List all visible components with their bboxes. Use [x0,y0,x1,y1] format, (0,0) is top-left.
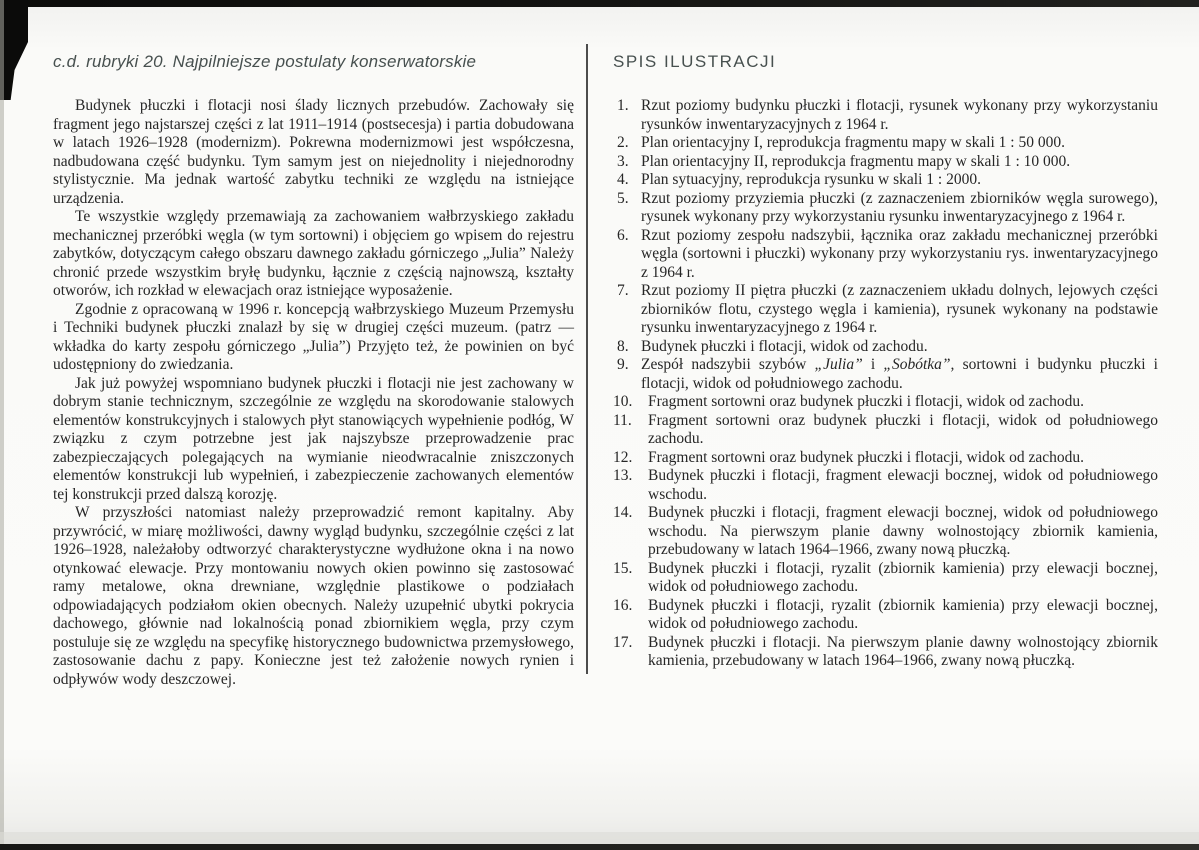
scan-edge-left [0,0,4,850]
item-text: Budynek płuczki i flotacji, ryzalit (zbiornik kamienia) przy elewacji bocznej, widok od południowego zachodu. [648,596,1158,632]
list-item [613,449,1158,468]
item-text: Budynek płuczki i flotacji, ryzalit (zbiornik kamienia) przy elewacji bocznej, widok od południowego zachodu. [648,559,1158,595]
list-item [613,393,1158,412]
item-number: 3. [617,152,629,170]
list-item [613,282,1158,338]
paragraph: Zgodnie z opracowaną w 1996 r. koncepcją wałbrzyskiego Muzeum Przemysłu i Techniki budynek płuczki znalazł by się w drugiej części muzeum. (patrz — wkładka do karty zespołu górniczego „Julia”) Przyjęto też, że powinien on być udostępniony do zwiedzania. [53,300,574,373]
item-number: 15. [613,559,633,577]
list-item [613,227,1158,283]
illustration-list [613,97,1158,671]
scan-corner-artifact [0,0,28,100]
item-text: Fragment sortowni oraz budynek płuczki i flotacji, widok od zachodu. [648,448,1085,466]
list-item [613,356,1158,393]
item-number: 4. [617,171,629,188]
list-item [613,504,1158,560]
item-number: 7. [617,282,629,299]
item-text: Budynek płuczki i flotacji, fragment elewacji bocznej, widok od południowego wschodu. Na pierwszym planie dawny wolnostojący zbiornik kamienia, przebudowany w latach 1964–1966, zwany nową płuczką. [648,504,1158,558]
item-text: Plan orientacyjny II, reprodukcja fragmentu mapy w skali 1 : 10 000. [641,152,1071,170]
item-text: Rzut poziomy zespołu nadszybii, łącznika oraz zakładu mechanicznej przeróbki węgla (sortowni i płuczki) wykonany przy wykorzystaniu rys. inwentaryzacyjnego z 1964 r. [641,226,1158,281]
item-text: Budynek płuczki i flotacji, fragment elewacji bocznej, widok od południowego wschodu. [648,467,1158,503]
list-item [613,597,1158,634]
section-heading: c.d. rubryki 20. Najpilniejsze postulaty konserwatorskie [53,52,477,71]
list-item [613,467,1158,504]
item-text: Rzut poziomy budynku płuczki i flotacji, rysunek wykonany przy wykorzystaniu rysunków inwentaryzacyjnych z 1964 r. [641,97,1158,133]
item-number: 16. [613,596,633,614]
scan-edge-bottom [0,844,1199,850]
list-item [613,412,1158,449]
item-text: Zespół nadszybii szybów „Julia” i „Sobótka”, sortowni i budynku płuczki i flotacji, widok od południowego zachodu. [641,356,1158,392]
item-text: Fragment sortowni oraz budynek płuczki i flotacji, widok od zachodu. [648,393,1085,410]
item-number: 2. [617,134,629,151]
item-text: Fragment sortowni oraz budynek płuczki i flotacji, widok od południowego zachodu. [648,411,1158,447]
item-number: 5. [617,189,629,207]
left-column [53,52,574,689]
list-item [613,634,1158,671]
item-number: 6. [617,226,629,244]
body-paragraphs [53,97,574,689]
paragraph: Jak już powyżej wspomniano budynek płuczki i flotacji nie jest zachowany w dobrym stanie technicznym, szczególnie ze względu na skorodowanie stalowych elementów konstrukcyjnych i stalowych płyt stanowiących wypełnienie podłóg, W związku z czym potrzebne jest jak najszybsze przeprowadzenie prac zabezpieczających polegających na wymianie nieodwracalnie zniszczonych elementów konstrukcji lub wypełnień, i zabezpieczenie zachowanych elementów tej konstrukcji przed dalszą korozję. [53,374,574,503]
list-item [613,338,1158,357]
item-text: Plan sytuacyjny, reprodukcja rysunku w skali 1 : 2000. [641,171,981,188]
item-number: 9. [617,356,629,373]
list-item [613,171,1158,190]
item-number: 10. [613,393,633,410]
column-divider [586,44,588,674]
item-number: 11. [613,411,632,429]
list-item [613,190,1158,227]
paragraph: W przyszłości natomiast należy przeprowadzić remont kapitalny. Aby przywrócić, w miarę możliwości, dawny wygląd budynku, szczególnie części z lat 1926–1928, należałoby odtworzyć charakterystyczne wydłużone okna i na nowo otynkować elewacje. Przy montowaniu nowych okien powinno się zastosować ramy metalowe, okna drewniane, względnie plastikowe o podziałach odpowiadających podziałom okien obecnych. Należy uzupełnić ubytki pokrycia dachowego, głównie nad lokalnością ponad zbiornikiem węgla, przy czym postuluje się ze względu na specyfikę historycznego budownictwa przemysłowego, zastosowanie dachu z papy. Konieczne jest też założenie nowych rynien i odpływów wody deszczowej. [53,504,574,688]
item-number: 12. [613,448,633,466]
item-text: Budynek płuczki i flotacji. Na pierwszym planie dawny wolnostojący zbiornik kamienia, przebudowany w latach 1964–1966, zwany nową płuczką. [648,633,1158,669]
item-number: 14. [613,504,633,521]
list-item [613,97,1158,134]
item-number: 8. [617,337,629,355]
item-number: 1. [617,97,629,114]
item-number: 13. [613,467,633,484]
scan-edge-top [0,0,1199,7]
list-item [613,560,1158,597]
scan-band-bottom [0,832,1199,844]
illustrations-heading: SPIS ILUSTRACJI [613,52,777,71]
paragraph: Te wszystkie względy przemawiają za zachowaniem wałbrzyskiego zakładu mechanicznej przeróbki węgla (w tym sortowni) i objęciem go wpisem do rejestru zabytków, dotyczącym całego obszaru dawnego zakładu górniczego „Julia” Należy chronić przede wszystkim bryłę budynku, łącznie z częścią najnowszą, kształty otworów, ich rozkład w elewacjach oraz istniejące wyposażenie. [53,208,574,299]
item-number: 17. [613,633,633,651]
list-item [613,134,1158,153]
item-text: Rzut poziomy przyziemia płuczki (z zaznaczeniem zbiorników węgla surowego), rysunek wykonany przy wykorzystaniu rysunku inwentaryzacyjnego z 1964 r. [641,189,1158,225]
item-text: Plan orientacyjny I, reprodukcja fragmentu mapy w skali 1 : 50 000. [641,134,1065,151]
paragraph: Budynek płuczki i flotacji nosi ślady licznych przebudów. Zachowały się fragment jego najstarszej części z lat 1911–1914 (postsecesja) i partia dobudowana w latach 1926–1928 (modernizm). Pokrewna modernizmowi jest współczesna, nadbudowana część budynku. Tym samym jest on niejednolity i niejednorodny stylistycznie. Ma jednak wartość zabytku techniki ze względu na istniejące urządzenia. [53,97,574,207]
item-text: Budynek płuczki i flotacji, widok od zachodu. [641,337,928,355]
list-item [613,153,1158,172]
item-text: Rzut poziomy II piętra płuczki (z zaznaczeniem układu dolnych, lejowych części zbiorników flotu, czystego węgla i kamienia), rysunek wykonany na podstawie rysunku inwentaryzacyjnego z 1964 r. [641,282,1158,336]
right-column [613,52,1158,671]
